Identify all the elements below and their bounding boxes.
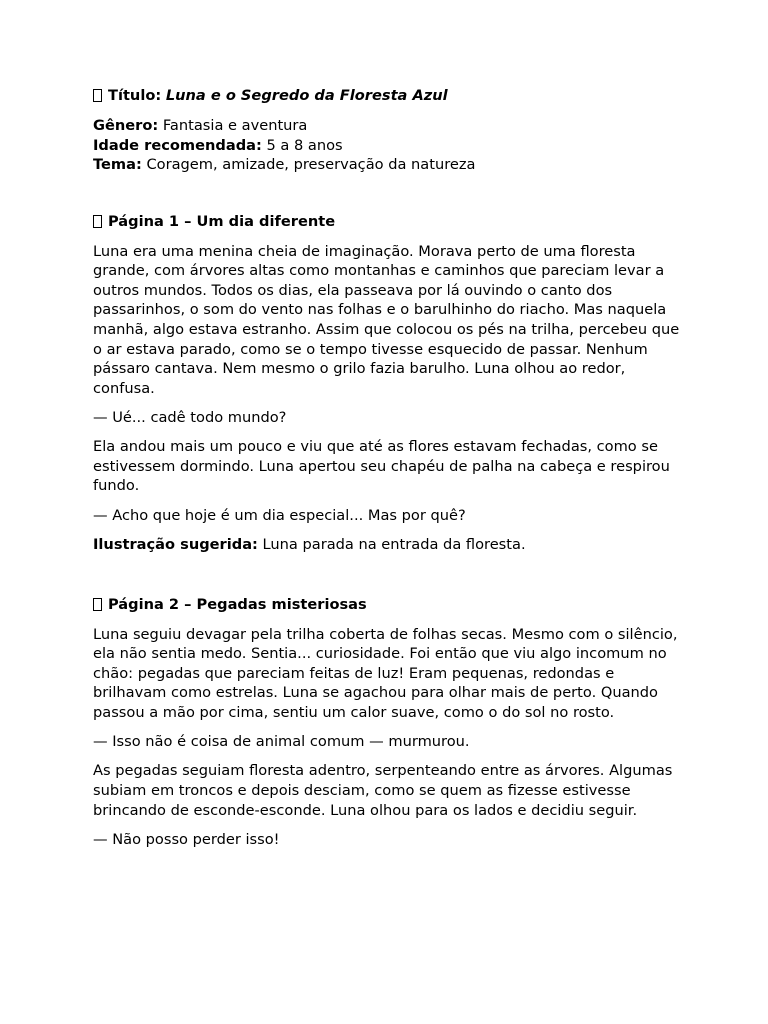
- page-icon: [93, 215, 102, 228]
- meta-label: Gênero:: [93, 117, 159, 134]
- book-icon: [93, 89, 102, 102]
- title-value: Luna e o Segredo da Floresta Azul: [165, 87, 448, 104]
- page-icon: [93, 598, 102, 611]
- dialogue-line: — Isso não é coisa de animal comum — murmurou.: [93, 733, 470, 751]
- story-paragraph: As pegadas seguiam floresta adentro, serpenteando entre as árvores. Algumas subiam em troncos e depois desciam, como se quem as fizesse estivesse brincando de esconde-esconde. Luna olhou para os lados e decidiu seguir.: [93, 762, 673, 819]
- story-paragraph: Ela andou mais um pouco e viu que até as flores estavam fechadas, como se estivessem dormindo. Luna apertou seu chapéu de palha na cabeça e respirou fundo.: [93, 438, 670, 495]
- story-paragraph: Luna seguiu devagar pela trilha coberta de folhas secas. Mesmo com o silêncio, ela não sentia medo. Sentia... curiosidade. Foi então que viu algo incomum no chão: pegadas que pareciam feitas de luz! Eram pequenas, redondas e brilhavam como estrelas. Luna se agachou para olhar mais de perto. Quando passou a mão por cima, sentiu um calor suave, como o do sol no rosto.: [93, 625, 678, 721]
- story-page-1: [93, 212, 683, 564]
- dialogue-line: — Ué... cadê todo mundo?: [93, 408, 287, 426]
- meta-label: Tema:: [93, 156, 142, 174]
- story-page-2: [93, 595, 683, 859]
- page-heading-text: Página 1 – Um dia diferente: [108, 213, 336, 230]
- illustration-text: Luna parada na entrada da floresta.: [262, 535, 526, 553]
- meta-value: 5 a 8 anos: [266, 136, 343, 154]
- title-label: Título:: [108, 87, 162, 104]
- illustration-note: [93, 535, 683, 555]
- page-heading: [93, 595, 683, 615]
- meta-value: Coragem, amizade, preservação da natureza: [146, 156, 476, 174]
- dialogue-line: — Acho que hoje é um dia especial... Mas por quê?: [93, 506, 466, 524]
- illustration-label: Ilustração sugerida:: [93, 535, 258, 553]
- meta-age: [93, 136, 475, 156]
- meta-theme: [93, 155, 475, 175]
- story-paragraph: Luna era uma menina cheia de imaginação. Morava perto de uma floresta grande, com árvores altas como montanhas e caminhos que pareciam levar a outros mundos. Todos os dias, ela passeava por lá ouvindo o canto dos passarinhos, o som do vento nas folhas e o barulhinho do riacho. Mas naquela manhã, algo estava estranho. Assim que colocou os pés na trilha, percebeu que o ar estava parado, como se o tempo tivesse esquecido de passar. Nenhum pássaro cantava. Nem mesmo o grilo fazia barulho. Luna olhou ao redor, confusa.: [93, 242, 680, 397]
- meta-genre: [93, 116, 475, 136]
- document-title: [93, 86, 448, 106]
- meta-value: Fantasia e aventura: [162, 117, 308, 134]
- meta-label: Idade recomendada:: [93, 136, 262, 154]
- metadata-block: [93, 116, 475, 175]
- page-heading-text: Página 2 – Pegadas misteriosas: [108, 596, 367, 613]
- dialogue-line: — Não posso perder isso!: [93, 830, 280, 848]
- page-heading: [93, 212, 683, 232]
